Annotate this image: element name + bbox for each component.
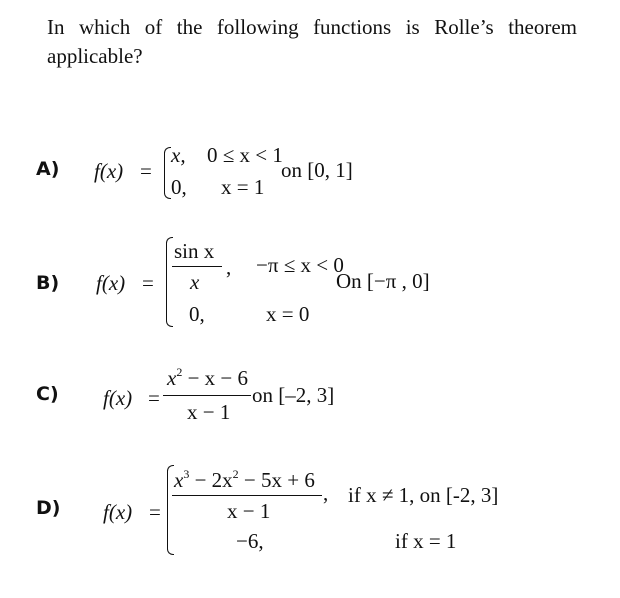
question-text: In which of the following functions is Rolle’s theorem applicable? <box>47 15 577 68</box>
case-2-expression: 0, <box>189 302 205 326</box>
fraction-bar <box>172 495 322 496</box>
case-2-expression: 0, <box>171 175 187 199</box>
interval-text: On [−π , 0] <box>336 269 430 293</box>
case-2-expression: −6, <box>236 529 264 553</box>
option-label: C) <box>36 383 59 405</box>
case-1-comma: , <box>226 255 232 279</box>
fraction-bar <box>172 266 222 267</box>
option-label: D) <box>36 497 61 519</box>
case-1-denominator: x <box>190 270 200 294</box>
case-1-condition: if x ≠ 1, on [-2, 3] <box>348 483 499 507</box>
case-1-comma: , <box>323 481 329 505</box>
denominator: x − 1 <box>187 400 231 424</box>
left-brace <box>167 465 174 555</box>
case-2-condition: x = 0 <box>266 302 310 326</box>
interval-text: on [0, 1] <box>281 158 353 182</box>
case-1-expression: x, <box>171 143 186 167</box>
equals-sign: = <box>149 500 161 524</box>
numerator: $x^2 - x - 6$ <box>167 365 249 390</box>
case-1-denominator: x − 1 <box>227 499 271 523</box>
function-name: f(x) <box>94 159 124 183</box>
option-label: A) <box>36 158 60 180</box>
equals-sign: = <box>140 159 152 183</box>
case-1-condition: −π ≤ x < 0 <box>256 253 344 277</box>
case-2-condition: if x = 1 <box>395 529 457 553</box>
interval-text: on [–2, 3] <box>252 383 335 407</box>
equals-sign: = <box>142 271 154 295</box>
left-brace <box>166 237 173 327</box>
left-brace <box>164 147 171 199</box>
case-1-numerator: $x^3 - 2x^2 - 5x + 6$ <box>174 467 315 492</box>
function-name: f(x) <box>103 386 133 410</box>
function-name: f(x) <box>103 500 133 524</box>
case-1-condition: 0 ≤ x < 1 <box>207 143 283 167</box>
fraction-bar <box>163 395 251 396</box>
case-2-condition: x = 1 <box>221 175 265 199</box>
equals-sign: = <box>148 386 160 410</box>
option-label: B) <box>36 272 60 294</box>
case-1-numerator: sin x <box>174 239 215 263</box>
function-name: f(x) <box>96 271 126 295</box>
